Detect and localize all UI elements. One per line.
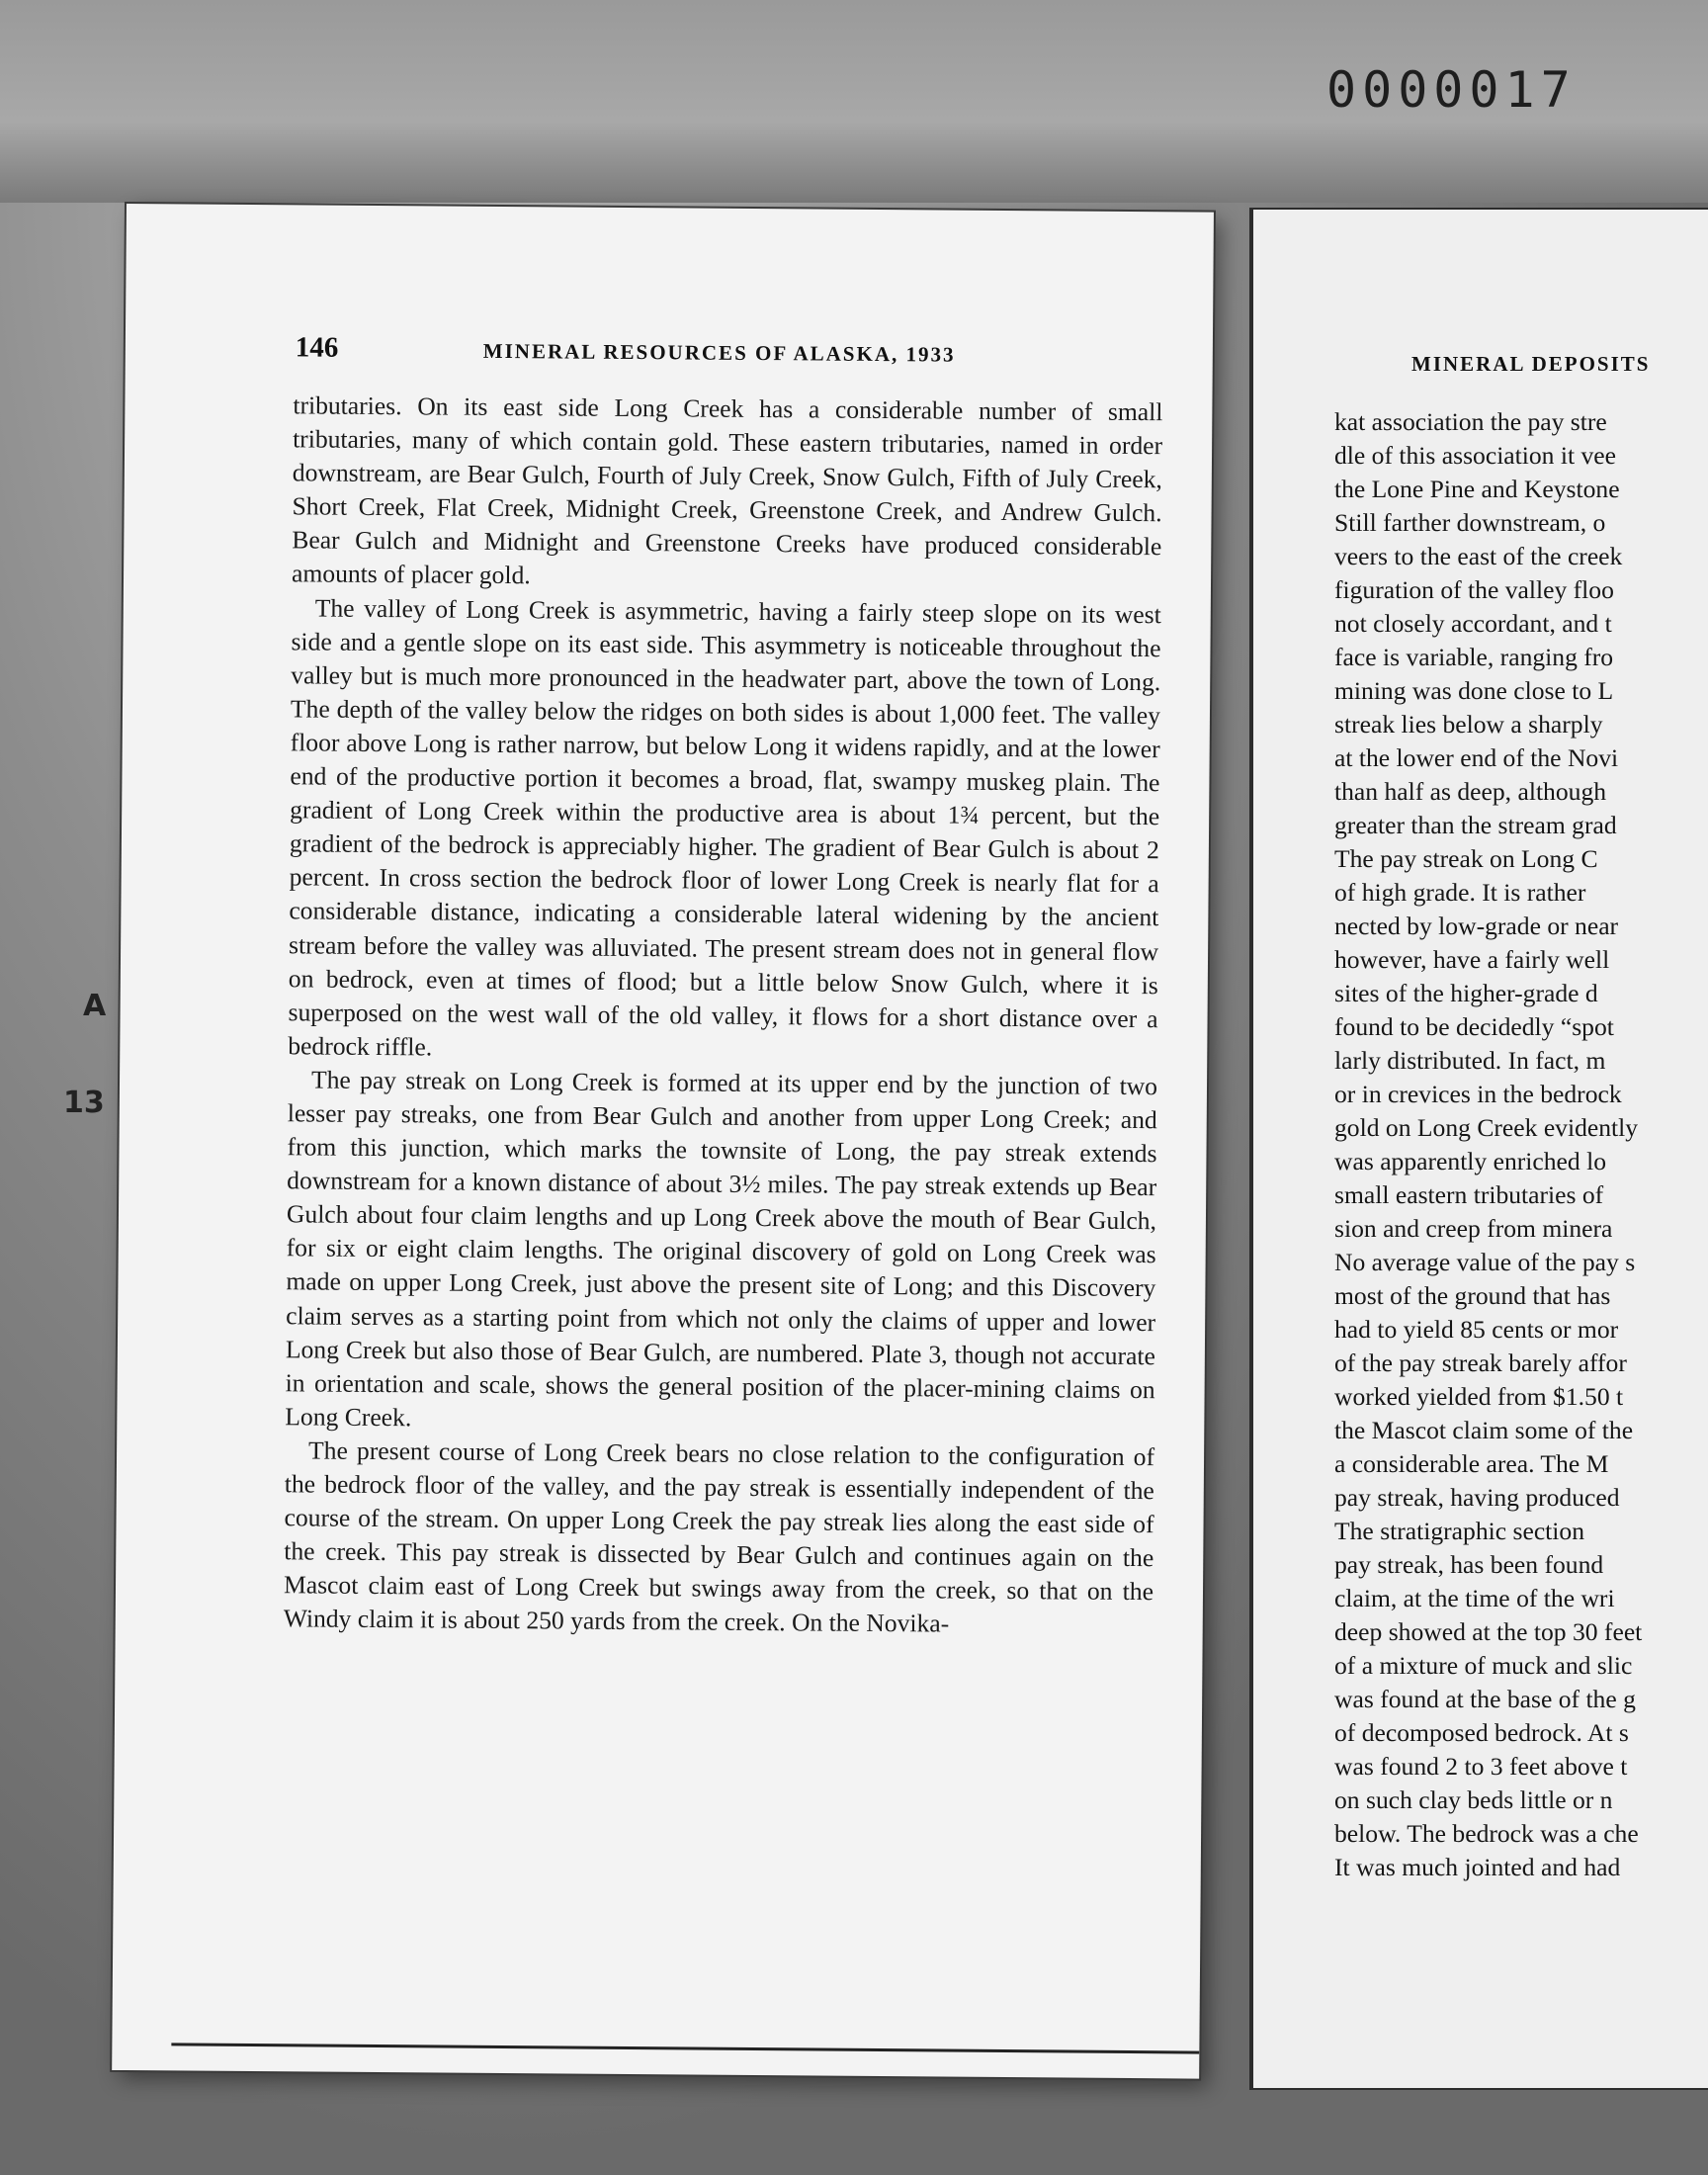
right-page [1253,210,1708,2088]
right-page-line: veers to the east of the creek [1334,542,1623,570]
right-page-line: nected by low-grade or near [1334,912,1619,940]
right-page-line: sites of the higher-grade d [1334,979,1598,1007]
right-page-line: pay streak, has been found [1334,1550,1604,1579]
page-number: 146 [295,331,339,364]
right-page-line: of the pay streak barely affor [1334,1348,1627,1377]
right-page-line: had to yield 85 cents or mor [1334,1315,1619,1344]
left-running-head [296,331,1134,378]
right-page-line: of a mixture of muck and slic [1334,1651,1633,1680]
right-page-line: at the lower end of the Novi [1334,743,1619,772]
right-page-line: of high grade. It is rather [1334,878,1586,907]
right-page-line: dle of this association it vee [1334,441,1617,470]
right-page-line: It was much jointed and had [1334,1853,1621,1881]
margin-mark-a: A [83,989,107,1023]
paragraph-1: tributaries. On its east side Long Creek has a considerable number of small tributaries, many of which contain gold. These eastern tributaries, named in order downstream, are Bear Gulch, Fourth of July Creek, Snow Gulch, Fifth of July Creek, Short Creek, Flat Creek, Midnight Creek, Greenstone Creek, and Andrew Gulch. Bear Gulch and Midnight and Greenstone Creeks have produced considerable amounts of placer gold. [291,391,1163,590]
right-page-line: larly distributed. In fact, m [1334,1046,1606,1075]
right-page-line: the Mascot claim some of the [1334,1416,1634,1444]
page-bottom-rule [171,2043,1199,2053]
right-page-line: small eastern tributaries of [1334,1180,1604,1209]
right-page-line: however, have a fairly well [1334,945,1610,974]
right-page-line: was found 2 to 3 feet above t [1334,1752,1628,1781]
paragraph-3: The pay streak on Long Creek is formed at its upper end by the junction of two lesser pay streaks, one from Bear Gulch and another from upper Long Creek; and from this junction, which marks the townsite of Long, the pay streak extends downstream for a known distance of about 3½ miles. The pay streak extends up Bear Gulch about four claim lengths and up Long Creek above the mouth of Bear Gulch, for six or eight claim lengths. The original discovery of gold on Long Creek was made on upper Long Creek, just above the present site of Long; and this Discovery claim serves as a starting point from which not only the claims of upper and lower Long Creek but also those of Bear Gulch, are numbered. Plate 3, though not accurate in orientation and scale, shows the general position of the placer-mining claims on Long Creek. [285,1065,1158,1433]
right-page-line: not closely accordant, and t [1334,609,1612,638]
right-page-line: No average value of the pay s [1334,1248,1636,1276]
right-page-line: mining was done close to L [1334,676,1614,705]
right-page-line: The stratigraphic section [1334,1517,1585,1545]
running-head-title: MINERAL RESOURCES OF ALASKA, 1933 [482,338,956,367]
right-page-line: claim, at the time of the wri [1334,1584,1615,1612]
paragraph-4: The present course of Long Creek bears no close relation to the configuration of the bedrock floor of the valley, and the pay streak is essentially independent of the course of the stream. On upper Long Creek the pay streak lies along the east side of the creek. This pay streak is dissected by Bear Gulch and continues again on the Mascot claim east of Long Creek but swings away from the creek, so that on the Windy claim it is about 250 yards from the creek. On the Novika- [283,1436,1155,1638]
right-page-line: of decomposed bedrock. At s [1334,1718,1629,1747]
left-page [112,204,1214,2079]
right-page-line: gold on Long Creek evidently [1334,1113,1639,1142]
right-page-line: face is variable, ranging fro [1334,643,1614,671]
right-page-line: The pay streak on Long C [1334,844,1598,873]
paragraph-2: The valley of Long Creek is asymmetric, having a fairly steep slope on its west side and a gentle slope on its east side. This asymmetry is noticeable throughout the valley but is much more pronounced in the headwater part, above the town of Long. The depth of the valley below the ridges on both sides is about 1,000 feet. The valley floor above Long is rather narrow, but below Long it widens rapidly, and at the lower end of the productive portion it becomes a broad, flat, swampy muskeg plain. The gradient of Long Creek within the productive area is about 1¾ percent, but the gradient of the bedrock is appreciably higher. The gradient of Bear Gulch is about 2 percent. In cross section the bedrock floor of lower Long Creek is nearly flat for a considerable distance, indicating a considerable lateral widening by the ancient stream before the valley was alluviated. The present stream does not in general flow on bedrock, even at times of flood; but a little below Snow Gulch, where it is superposed on the west wall of the old valley, it flows for a short distance over a bedrock riffle. [288,593,1161,1062]
right-page-line: Still farther downstream, o [1334,508,1606,537]
right-page-line: or in crevices in the bedrock [1334,1080,1622,1108]
margin-mark-13: 13 [63,1086,105,1120]
right-page-line: kat association the pay stre [1334,407,1607,436]
archive-stamp-number: 0000017 [1326,61,1577,119]
right-page-line: figuration of the valley floo [1334,575,1614,604]
right-page-line: than half as deep, although [1334,777,1607,806]
right-page-line: sion and creep from minera [1334,1214,1613,1243]
right-running-head: MINERAL DEPOSITS [1411,352,1651,376]
right-page-line: was found at the base of the g [1334,1685,1636,1713]
right-page-line: below. The bedrock was a che [1334,1819,1639,1848]
right-page-line: on such clay beds little or n [1334,1785,1613,1814]
right-page-line: deep showed at the top 30 feet [1334,1617,1643,1646]
right-page-line: a considerable area. The M [1334,1449,1609,1478]
right-page-line: greater than the stream grad [1334,811,1617,839]
right-page-text [1334,405,1708,1884]
right-page-line: found to be decidedly “spot [1334,1012,1614,1041]
right-page-line: was apparently enriched lo [1334,1147,1607,1175]
right-page-line: streak lies below a sharply [1334,710,1603,739]
right-page-line: the Lone Pine and Keystone [1334,475,1620,503]
right-page-line: most of the ground that has [1334,1281,1611,1310]
right-page-line: pay streak, having produced [1334,1483,1620,1512]
left-body-text [284,389,1163,1642]
right-page-line: worked yielded from $1.50 t [1334,1382,1624,1411]
